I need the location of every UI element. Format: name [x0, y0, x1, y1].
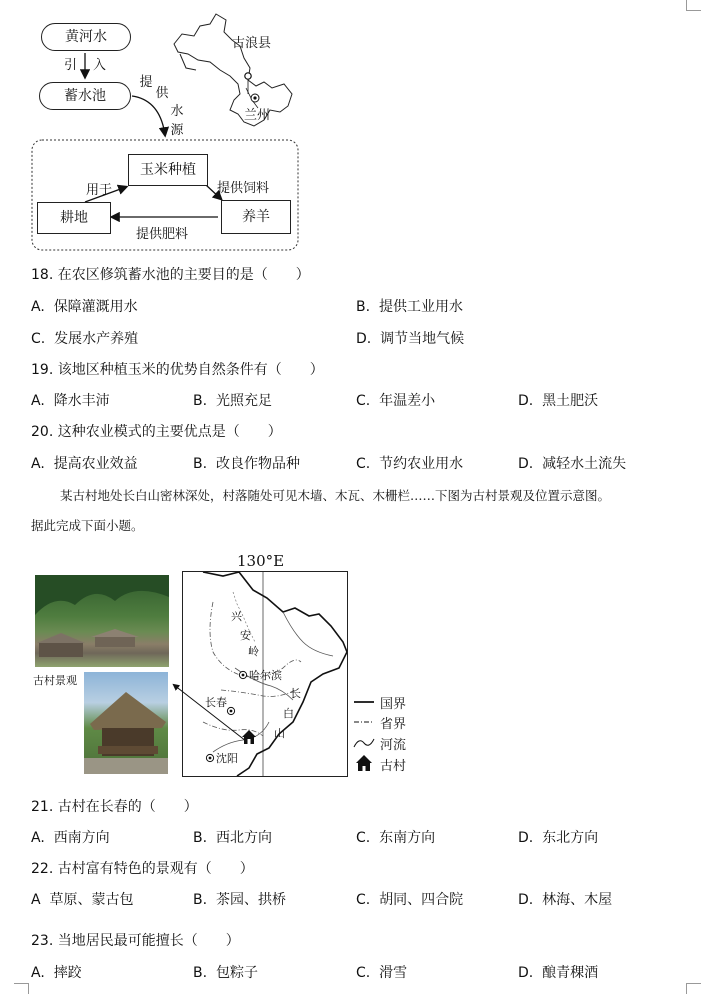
page-corner-mark: [14, 983, 29, 994]
question-18-stem: 18. 在农区修筑蓄水池的主要目的是（ ）: [31, 267, 310, 283]
map-legend: [352, 693, 432, 777]
q23-option-c[interactable]: C. 滑雪: [356, 965, 408, 981]
page-corner-mark: [686, 983, 701, 994]
shan-label: 山: [274, 727, 285, 740]
q23-option-d[interactable]: D. 酿青稞酒: [518, 965, 599, 981]
passage-line-2: 据此完成下面小题。: [31, 518, 144, 533]
northeast-china-map: [182, 571, 348, 777]
legend-provincial-border: 省界: [380, 717, 407, 732]
passage-line-1: 某古村地处长白山密林深处，村落随处可见木墙、木瓦、木栅栏……下图为古村景观及位置示意图。: [60, 488, 611, 503]
bai-label: 白: [283, 707, 294, 720]
q21-option-d[interactable]: D. 东北方向: [518, 830, 599, 846]
village-pointer-arrow: [168, 675, 248, 745]
q18-option-a[interactable]: A. 保障灌溉用水: [31, 299, 138, 315]
legend-national-border: 国界: [380, 697, 407, 712]
q20-option-c[interactable]: C. 节约农业用水: [356, 456, 464, 472]
yellow-river-box: 黄河水: [41, 23, 131, 51]
gansu-location-map: [160, 10, 305, 135]
harbin-label: 哈尔滨: [249, 669, 282, 682]
xing-label: 兴: [231, 610, 242, 623]
q22-option-c[interactable]: C. 胡同、四合院: [356, 892, 464, 908]
supply-water-label-4: 源: [170, 123, 184, 138]
ling-label: 岭: [248, 645, 259, 658]
village-photo-caption: 古村景观: [33, 674, 77, 687]
q23-option-a[interactable]: A. 摔跤: [31, 965, 82, 981]
q19-option-b[interactable]: B. 光照充足: [193, 393, 272, 409]
q19-option-a[interactable]: A. 降水丰沛: [31, 393, 110, 409]
supply-water-label-2: 供: [155, 86, 169, 101]
question-21-stem: 21. 古村在长春的（ ）: [31, 799, 198, 815]
q18-option-b[interactable]: B. 提供工业用水: [356, 299, 463, 315]
question-22-stem: 22. 古村富有特色的景观有（ ）: [31, 861, 254, 877]
introduce-label-1: 引: [64, 58, 78, 73]
legend-ancient-village: 古村: [380, 759, 407, 774]
legend-river: 河流: [380, 738, 407, 753]
q22-option-b[interactable]: B. 茶园、拱桥: [193, 892, 286, 908]
village-photo-top-drawing: [35, 575, 169, 667]
q21-option-a[interactable]: A. 西南方向: [31, 830, 110, 846]
legend-symbols: [352, 693, 376, 773]
gulang-county-label: 古浪县: [232, 36, 272, 51]
sheep-raising-box: 养羊: [221, 200, 291, 234]
farmland-box: 耕地: [37, 202, 111, 234]
q20-option-a[interactable]: A. 提高农业效益: [31, 456, 138, 472]
q18-option-c[interactable]: C. 发展水产养殖: [31, 331, 139, 347]
q19-option-d[interactable]: D. 黑土肥沃: [518, 393, 599, 409]
changchun-label: 长春: [205, 696, 227, 709]
corn-planting-box: 玉米种植: [128, 154, 208, 186]
an-label: 安: [240, 629, 251, 642]
supply-water-label-3: 水: [170, 104, 184, 119]
question-19-stem: 19. 该地区种植玉米的优势自然条件有（ ）: [31, 362, 324, 378]
longitude-label: 130°E: [237, 552, 285, 570]
q21-option-b[interactable]: B. 西北方向: [193, 830, 272, 846]
question-20-stem: 20. 这种农业模式的主要优点是（ ）: [31, 424, 282, 440]
question-23-stem: 23. 当地居民最可能擅长（ ）: [31, 933, 240, 949]
village-photo-top: [35, 575, 169, 667]
reservoir-box: 蓄水池: [39, 82, 131, 110]
q21-option-c[interactable]: C. 东南方向: [356, 830, 436, 846]
village-photo-bottom-drawing: [84, 672, 168, 774]
used-for-label: 用于: [86, 183, 113, 198]
q22-option-d[interactable]: D. 林海、木屋: [518, 892, 613, 908]
supply-water-label-1: 提: [139, 75, 153, 90]
q18-option-d[interactable]: D. 调节当地气候: [356, 331, 465, 347]
q22-option-a[interactable]: A 草原、蒙古包: [31, 892, 134, 908]
q23-option-b[interactable]: B. 包粽子: [193, 965, 258, 981]
provide-feed-label: 提供饲料: [217, 181, 270, 196]
gansu-map-outline: [160, 10, 305, 135]
q20-option-d[interactable]: D. 减轻水土流失: [518, 456, 627, 472]
q20-option-b[interactable]: B. 改良作物品种: [193, 456, 300, 472]
provide-fertilizer-label: 提供肥料: [136, 227, 189, 242]
q19-option-c[interactable]: C. 年温差小: [356, 393, 436, 409]
shenyang-label: 沈阳: [216, 752, 238, 765]
chang-label: 长: [290, 687, 301, 700]
page-corner-mark: [686, 0, 701, 11]
village-photo-bottom: [84, 672, 168, 774]
introduce-label-2: 入: [93, 58, 107, 73]
lanzhou-label: 兰州: [244, 108, 271, 123]
